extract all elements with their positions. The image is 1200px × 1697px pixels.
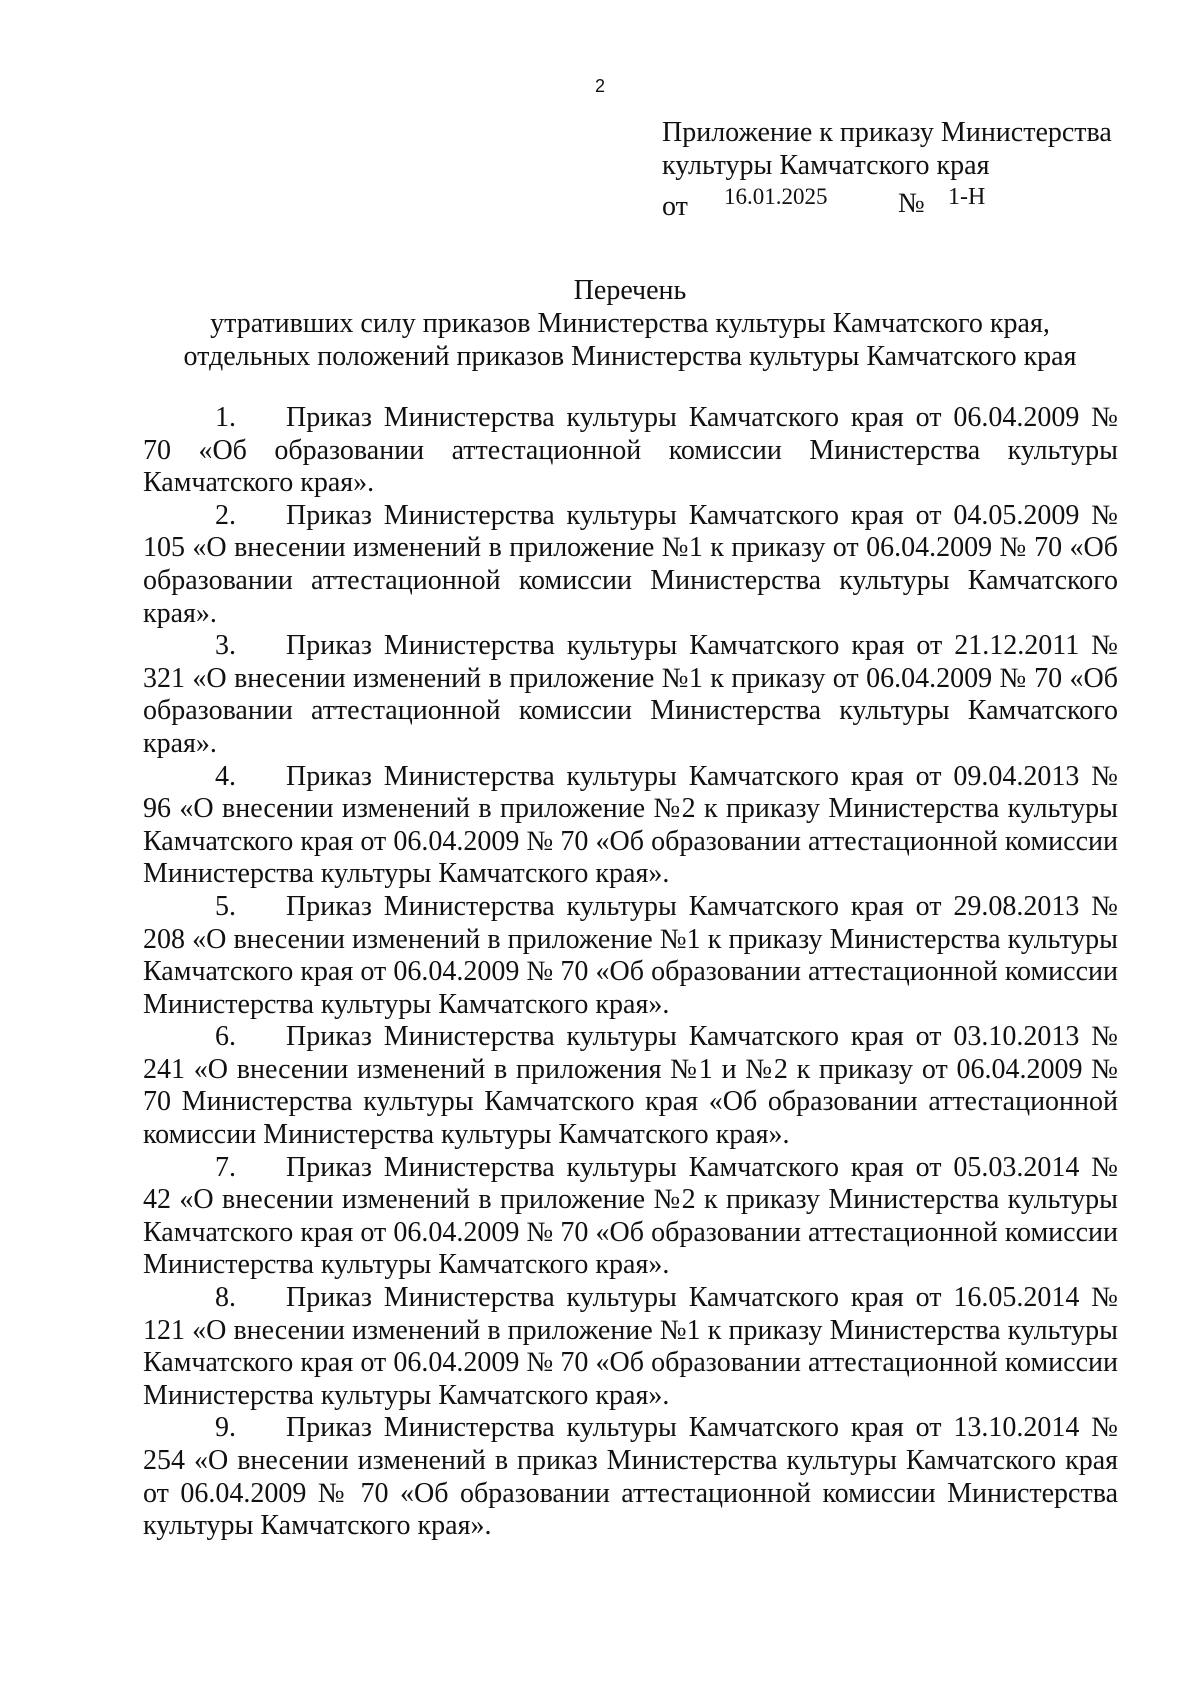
list-item bbox=[143, 1412, 1118, 1542]
list-item-number: 8. bbox=[215, 1282, 236, 1314]
list-item bbox=[143, 761, 1118, 891]
order-number: 1-Н bbox=[948, 184, 986, 210]
list-item-text: Приказ Министерства культуры Камчатского края от 21.12.2011 № 321 «О внесении изменений в приложение №1 к приказу от 06.04.2009 № 70 «Об образовании аттестационной комиссии Министерства культуры Камчатского края». bbox=[143, 630, 1118, 759]
list-item-number: 5. bbox=[215, 890, 236, 922]
list-item-number: 6. bbox=[215, 1021, 236, 1053]
list-item-text: Приказ Министерства культуры Камчатского края от 16.05.2014 № 121 «О внесении изменений в приложение №1 к приказу Министерства культуры Камчатского края от 06.04.2009 № 70 «Об образовании аттестационной комиссии Министерства культуры Камчатского края». bbox=[143, 1282, 1118, 1411]
list-item bbox=[143, 630, 1118, 760]
list-item-text: Приказ Министерства культуры Камчатского края от 06.04.2009 № 70 «Об образовании аттестационной комиссии Министерства культуры Камчатского края». bbox=[143, 402, 1118, 499]
list-item-text: Приказ Министерства культуры Камчатского края от 29.08.2013 № 208 «О внесении изменений в приложение №1 к приказу Министерства культуры Камчатского края от 06.04.2009 № 70 «Об образовании аттестационной комиссии Министерства культуры Камчатского края». bbox=[143, 890, 1118, 1020]
repealed-orders-list bbox=[143, 402, 1118, 1543]
list-item-number: 1. bbox=[215, 402, 236, 433]
list-item-number: 2. bbox=[215, 499, 236, 531]
list-item-number: 9. bbox=[215, 1412, 236, 1444]
appendix-line-2: культуры Камчатского края bbox=[662, 150, 990, 181]
heading-line-2: утративших силу приказов Министерства культуры Камчатского края, bbox=[210, 308, 1050, 339]
page-number: 2 bbox=[594, 76, 605, 96]
list-item-text: Приказ Министерства культуры Камчатского края от 09.04.2013 № 96 «О внесении изменений в приложение №2 к приказу Министерства культуры Камчатского края от 06.04.2009 № 70 «Об образовании аттестационной комиссии Министерства культуры Камчатского края». bbox=[143, 760, 1118, 890]
list-item-text: Приказ Министерства культуры Камчатского края от 13.10.2014 № 254 «О внесении изменений в приказ Министерства культуры Камчатского края от 06.04.2009 № 70 «Об образовании аттестационной комиссии Министерства культуры Камчатского края». bbox=[143, 1412, 1118, 1542]
appendix-line-1: Приложение к приказу Министерства bbox=[662, 117, 1112, 148]
list-item bbox=[143, 402, 1118, 500]
list-item bbox=[143, 500, 1118, 630]
appendix-date-line bbox=[662, 182, 1132, 222]
heading-title: Перечень bbox=[573, 275, 687, 306]
date-prefix: от bbox=[662, 191, 688, 222]
list-item-text: Приказ Министерства культуры Камчатского края от 04.05.2009 № 105 «О внесении изменений в приложение №1 к приказу от 06.04.2009 № 70 «Об образовании аттестационной комиссии Министерства культуры Камчатского края». bbox=[143, 499, 1118, 629]
list-item-text: Приказ Министерства культуры Камчатского края от 05.03.2014 № 42 «О внесении изменений в приложение №2 к приказу Министерства культуры Камчатского края от 06.04.2009 № 70 «Об образовании аттестационной комиссии Министерства культуры Камчатского края». bbox=[143, 1151, 1118, 1281]
list-item bbox=[143, 1282, 1118, 1412]
list-item bbox=[143, 1021, 1118, 1151]
list-item-number: 7. bbox=[215, 1151, 236, 1183]
order-date: 16.01.2025 bbox=[724, 184, 828, 209]
appendix-header bbox=[662, 116, 1132, 222]
list-item-number: 3. bbox=[215, 630, 236, 662]
list-item-number: 4. bbox=[215, 760, 236, 792]
heading-line-3: отдельных положений приказов Министерства культуры Камчатского края bbox=[183, 341, 1077, 372]
document-heading bbox=[140, 274, 1120, 373]
list-item bbox=[143, 1152, 1118, 1282]
list-item bbox=[143, 891, 1118, 1021]
number-sign: № bbox=[898, 188, 925, 219]
list-item-text: Приказ Министерства культуры Камчатского края от 03.10.2013 № 241 «О внесении изменений в приложения №1 и №2 к приказу от 06.04.2009 № 70 Министерства культуры Камчатского края «Об образовании аттестационной комиссии Министерства культуры Камчатского края». bbox=[143, 1021, 1118, 1151]
